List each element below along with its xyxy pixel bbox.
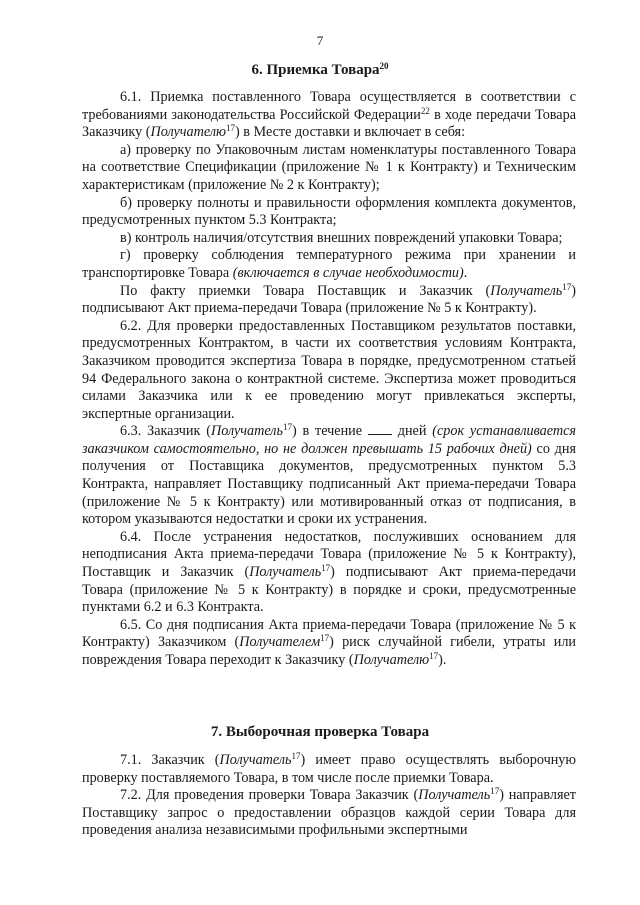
footnote-ref: 17 [321, 563, 331, 574]
footnote-ref: 20 [379, 61, 389, 71]
page-number: 7 [316, 33, 324, 48]
footnote-ref: 17 [429, 651, 439, 661]
clause-7-2: 7.2. Для проведения проверки Товара Заказчик (Получатель$^{17}$) направляет Поставщику запрос о предоставлении образцов каждой серии Товара для проведения анализа независимыми профильными экспертными [82, 786, 576, 839]
clause-6-2: 6.2. Для проверки предоставленных Поставщиком результатов поставки, предусмотренных Контрактом, в части их соответствия условиям Контракта, Заказчиком проводится экспертиза Товара в порядке, предусмотренном статьей 94 Федерального закона о контрактной системе. Экспертиза может проводиться силами Заказчика или к ее проведению могут привлекаться эксперты, экспертные организации. [82, 317, 576, 422]
clause-6-4: 6.4. После устранения недостатков, послуживших основанием для неподписания Акта приема-передачи Товара (приложение № 5 к Контракту), Поставщик и Заказчик (Получатель$^{17}$) подписывают Акт приема-передачи Товара (приложение № 5 к Контракту) в порядке и сроки, предусмотренные пунктами 6.2 и 6.3 Контракта. [82, 528, 576, 616]
blank-field [368, 423, 392, 435]
section-6-title: 6. Приемка Товара [251, 62, 380, 78]
clause-6-1-d: г) проверку соблюдения температурного режима при хранении и транспортировке Товара (включается в случае необходимости). [82, 247, 576, 281]
clause-6-3: 6.3. Заказчик (Получатель$^{17}$) в течение дней (срок устанавливается заказчиком самостоятельно, но не должен превышать 15 рабочих дней) со дня получения от Поставщика документов, предусмотренных пунктом 5.3 Контракта, направляет Поставщику подписанный Акт приема-передачи Товара (приложение № 5 к Контракту) или мотивированный отказ от подписания, в котором указываются недостатки и сроки их устранения. [82, 422, 577, 528]
footnote-ref: 17 [490, 786, 500, 797]
footnote-ref: 17 [282, 422, 292, 433]
footnote-ref: 17 [226, 123, 236, 134]
clause-6-1-b: б) проверку полноты и правильности оформления комплекта документов, предусмотренных пунктом 5.3 Контракта; [82, 194, 576, 229]
section-7-title: 7. Выборочная проверка Товара [210, 724, 430, 740]
footnote-ref: 17 [291, 751, 301, 761]
clause-6-1-c: в) контроль наличия/отсутствия внешних повреждений упаковки Товара; [120, 229, 563, 246]
footnote-ref: 17 [320, 633, 330, 644]
footnote-ref: 22 [420, 105, 430, 116]
footnote-ref: 17 [562, 281, 572, 292]
section-7-body [82, 752, 576, 840]
section-6-heading [0, 62, 640, 79]
clause-6-5: 6.5. Со дня подписания Акта приема-передачи Товара (приложение № 5 к Контракту) Заказчиком (Получателем$^{17}$) риск случайной гибели, утраты или повреждения Товара переходит к Заказчику (Получателю$^{17}$). [82, 616, 576, 668]
section-7-heading [0, 724, 640, 741]
clause-7-1: 7.1. Заказчик (Получатель$^{17}$) имеет право осуществлять выборочную проверку поставляемого Товара, в том числе после приемки Товара. [82, 751, 576, 786]
clause-6-1: 6.1. Приемка поставленного Товара осуществляется в соответствии с требованиями законодательства Российской Федерации$^{22}$ в ходе передачи Товара Заказчику (Получателю$^{17}$) в Месте доставки и включает в себя: [82, 89, 576, 141]
section-6-body [82, 89, 576, 670]
clause-6-1-a: а) проверку по Упаковочным листам номенклатуры поставленного Товара на соответствие Спецификации (приложение № 1 к Контракту) и Техническим характеристикам (приложение № 2 к Контракту); [82, 141, 576, 193]
clause-6-1-act: По факту приемки Товара Поставщик и Заказчик (Получатель$^{17}$) подписывают Акт приема-передачи Товара (приложение № 5 к Контракту). [82, 281, 576, 317]
